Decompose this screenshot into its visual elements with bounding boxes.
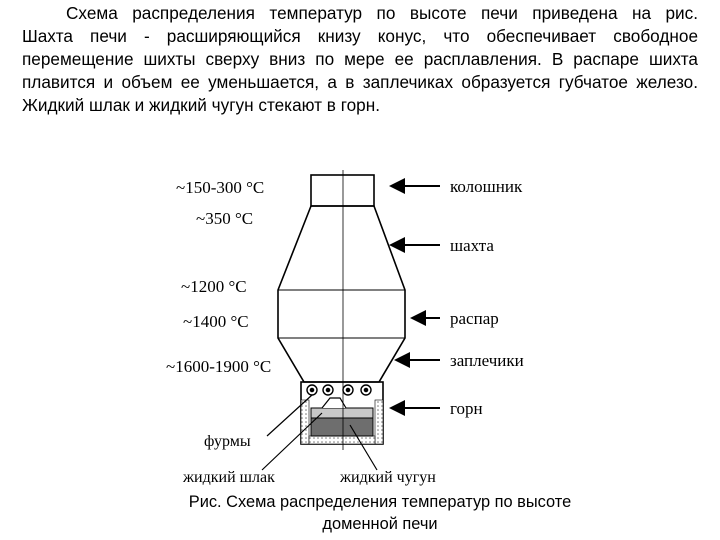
paragraph-line-1: Схема распределения температур по высоте печи приведена на рис. xyxy=(66,3,698,23)
part-leaders xyxy=(262,395,377,470)
zone-label-zaplechiki: заплечики xyxy=(450,351,524,370)
tuyeres xyxy=(307,385,371,395)
temp-label-5: ~1600-1900 °С xyxy=(166,357,272,376)
figure-caption-line-2: доменной печи xyxy=(322,515,438,533)
zone-label-koloshnik: колошник xyxy=(450,177,523,196)
zone-label-shakhta: шахта xyxy=(450,236,494,255)
zone-labels xyxy=(450,177,524,418)
furnace-body xyxy=(278,175,405,444)
temp-label-2: ~350 °С xyxy=(196,209,254,228)
label-iron: жидкий чугун xyxy=(340,469,436,486)
paragraph-line-3: перемещение шихты сверху вниз по мере ее расплавления. В распаре шихта xyxy=(22,49,698,69)
hearth xyxy=(301,382,383,444)
paragraph-line-4: плавится и объем ее уменьшается, а в заплечиках образуется губчатое железо. xyxy=(22,72,698,92)
temp-label-4: ~1400 °С xyxy=(183,312,249,331)
body-paragraph xyxy=(22,2,698,117)
part-labels xyxy=(182,433,436,486)
label-tuyeres: фурмы xyxy=(204,433,251,450)
paragraph-line-2: Шахта печи - расширяющийся книзу конус, что обеспечивает свободное xyxy=(22,26,698,46)
furnace-top-section xyxy=(311,175,374,206)
zone-label-gorn: горн xyxy=(450,399,483,418)
furnace-shaft-outline xyxy=(278,206,405,382)
figure-caption-line-1: Рис. Схема распределения температур по высоте xyxy=(188,493,572,511)
paragraph-line-5: Жидкий шлак и жидкий чугун стекают в горн. xyxy=(22,95,380,115)
hearth-lining xyxy=(301,400,383,444)
zone-arrows xyxy=(391,186,440,408)
temp-label-3: ~1200 °С xyxy=(181,277,247,296)
temp-label-1: ~150-300 °С xyxy=(176,178,265,197)
iron-layer xyxy=(311,418,373,436)
temperature-labels xyxy=(166,178,271,376)
slag-layer xyxy=(311,408,373,418)
label-slag: жидкий шлак xyxy=(183,469,275,486)
zone-label-raspar: распар xyxy=(450,309,499,328)
